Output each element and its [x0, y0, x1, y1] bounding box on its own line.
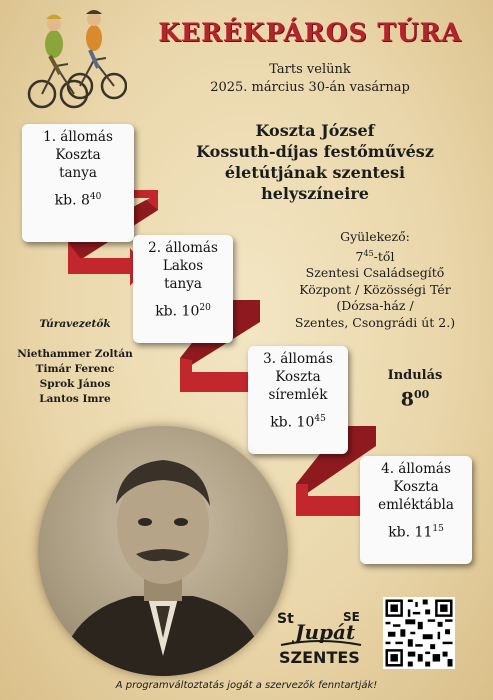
gathering-time-minutes: 45	[363, 248, 374, 258]
station-time	[22, 188, 134, 210]
logo-name: Jupát	[295, 620, 356, 644]
start-label: Indulás	[387, 368, 443, 383]
station-card-2	[133, 235, 233, 343]
page-title: KERÉKPÁROS TÚRA	[158, 18, 462, 47]
station-time-main: kb. 10	[155, 303, 200, 320]
gathering-time-suffix: -től	[373, 248, 395, 264]
heading-line-1: Koszta József	[255, 121, 375, 140]
station-title: 4. állomás	[381, 461, 451, 477]
station-card-4	[360, 456, 472, 564]
gathering-line: Központ / Közösségi Tér	[299, 281, 451, 297]
logo-town: SZENTES	[279, 648, 360, 667]
portrait-photo	[38, 426, 288, 676]
station-time	[360, 520, 472, 542]
heading-line-3: életútjának szentesi	[224, 163, 406, 182]
station-time-minutes: 15	[432, 524, 444, 534]
station-title: 2. állomás	[148, 240, 218, 256]
gathering-time-hour: 7	[355, 248, 364, 264]
start-time-hour: 8	[400, 388, 414, 411]
station-title: 3. állomás	[263, 351, 333, 367]
station-place: Lakos	[162, 258, 204, 274]
start-time-minutes: 00	[413, 388, 430, 401]
station-time-main: kb. 11	[388, 524, 433, 541]
station-card-3	[248, 346, 348, 454]
gathering-line: (Dózsa-ház /	[336, 298, 414, 314]
station-time-minutes: 40	[89, 192, 102, 202]
guide-name: Sprok János	[39, 378, 111, 390]
gathering-time	[275, 246, 475, 266]
station-card-1	[22, 124, 134, 242]
station-place: Koszta	[393, 479, 439, 495]
guide-name: Niethammer Zoltán	[17, 348, 133, 360]
station-time	[248, 410, 348, 432]
station-place: Koszta	[275, 369, 321, 385]
gathering-info	[275, 229, 475, 331]
event-date: 2025. március 30-án vasárnap	[210, 80, 410, 95]
heading-line-2: Kossuth-díjas festőművész	[196, 142, 434, 161]
station-title: 1. állomás	[43, 129, 113, 145]
station-time-main: kb. 8	[54, 192, 90, 209]
cyclists-illustration	[22, 4, 127, 112]
guide-name: Timár Ferenc	[35, 363, 115, 375]
station-place: emléktábla	[378, 497, 454, 513]
station-time-main: kb. 10	[270, 414, 315, 431]
stjupat-se-logo	[275, 607, 365, 669]
station-time-minutes: 45	[314, 414, 326, 424]
station-time-minutes: 20	[199, 303, 211, 313]
station-place: tanya	[59, 165, 97, 181]
heading-line-4: helyszíneire	[261, 184, 369, 203]
logo-st: St	[277, 611, 294, 627]
portrait-figure	[38, 426, 288, 676]
footer-note: A programváltoztatás jogát a szervezők fenntartják!	[115, 680, 378, 691]
station-place: Koszta	[55, 147, 101, 163]
gathering-line: Szentes, Csongrádi út 2.)	[294, 314, 456, 330]
qr-code	[383, 597, 455, 669]
subtitle-line-1: Tarts velünk	[269, 62, 351, 77]
station-place: síremlék	[268, 387, 328, 403]
gathering-line: Szentesi Családsegítő	[305, 265, 445, 281]
station-time	[133, 299, 233, 321]
guide-name: Lantos Imre	[39, 393, 111, 405]
start-time	[380, 388, 450, 410]
station-place: tanya	[164, 276, 202, 292]
guides-title: Túravezetők	[39, 318, 111, 330]
gathering-label: Gyülekező:	[340, 229, 410, 244]
logo-se: SE	[343, 610, 360, 624]
